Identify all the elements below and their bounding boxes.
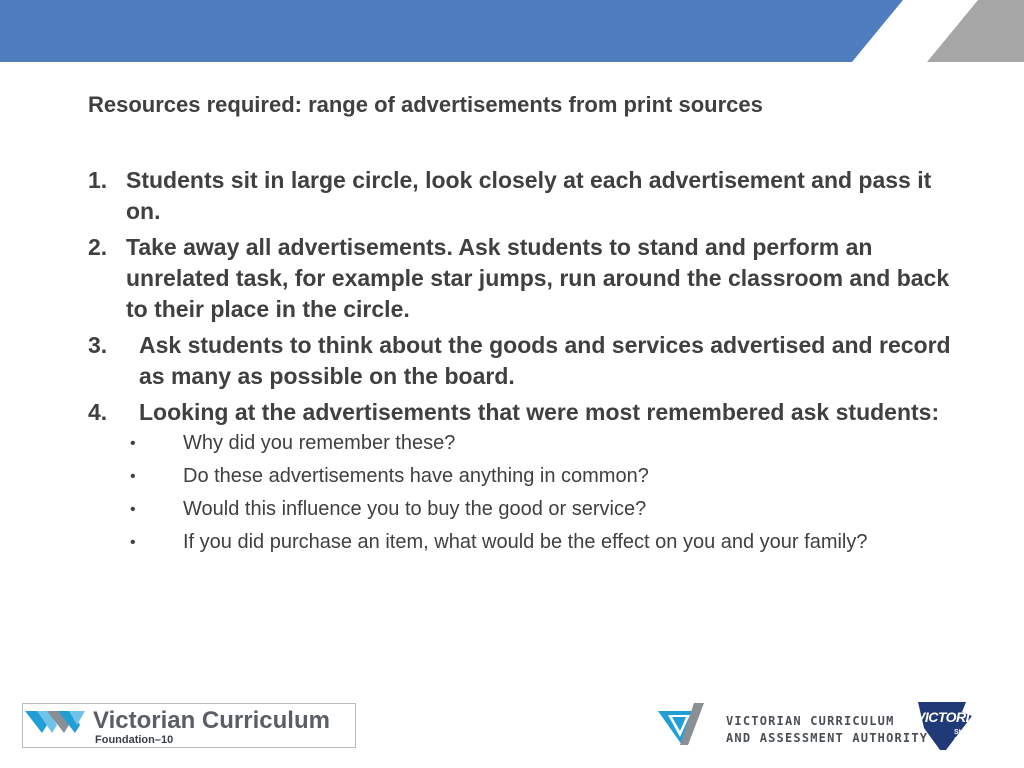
step-text: Looking at the advertisements that were most remembered ask students: — [139, 399, 940, 425]
header-banner — [0, 0, 1024, 62]
step-item — [88, 330, 968, 392]
government-line: Government — [954, 737, 996, 744]
victorian-curriculum-logo — [22, 703, 356, 748]
step-number: 2. — [88, 234, 108, 260]
bullet-icon: • — [130, 501, 136, 518]
step-item — [88, 397, 968, 556]
step-number: 4. — [88, 399, 108, 425]
victoria-wordmark — [916, 709, 979, 725]
step-text: Students sit in large circle, look closely at each advertisement and pass it on. — [126, 167, 932, 224]
vcaa-logo-line1: VICTORIAN CURRICULUM — [726, 714, 895, 728]
question-text: If you did purchase an item, what would be the effect on you and your family? — [183, 531, 868, 553]
victoria-wordmark-text: VICTORIA — [916, 709, 979, 725]
state-government-text — [954, 729, 995, 745]
question-text: Do these advertisements have anything in common? — [183, 465, 649, 487]
vc-logo-title: Victorian Curriculum — [93, 707, 330, 734]
bullet-icon: • — [130, 534, 136, 551]
step-text: Take away all advertisements. Ask students to stand and perform an unrelated task, for example star jumps, run around the classroom and back to their place in the circle. — [126, 234, 950, 322]
bullet-icon: • — [130, 468, 136, 485]
vcaa-v-logo-icon — [658, 703, 722, 749]
question-item — [88, 463, 903, 490]
question-text: Would this influence you to buy the good or service? — [183, 498, 647, 520]
resources-subtitle: Resources required: range of advertisements from print sources — [88, 92, 763, 117]
step-number: 3. — [88, 332, 108, 358]
vcaa-logo — [658, 703, 929, 749]
victoria-government-logo — [916, 700, 1006, 752]
step-text: Ask students to think about the goods and services advertised and record as many as possible on the board. — [139, 332, 951, 389]
steps-list — [88, 165, 968, 562]
vc-chevron-logo-icon — [25, 709, 89, 737]
question-item — [88, 496, 903, 523]
vcaa-logo-line2: AND ASSESSMENT AUTHORITY — [726, 731, 929, 745]
step-item — [88, 165, 968, 227]
vc-logo-subtitle: Foundation–10 — [95, 734, 174, 746]
bullet-icon: • — [130, 435, 136, 452]
step-item — [88, 232, 968, 325]
question-text: Why did you remember these? — [183, 432, 456, 454]
question-item — [88, 529, 903, 556]
state-line: State — [954, 729, 972, 736]
question-item — [88, 430, 903, 457]
step-number: 1. — [88, 167, 108, 193]
questions-list — [88, 430, 968, 556]
